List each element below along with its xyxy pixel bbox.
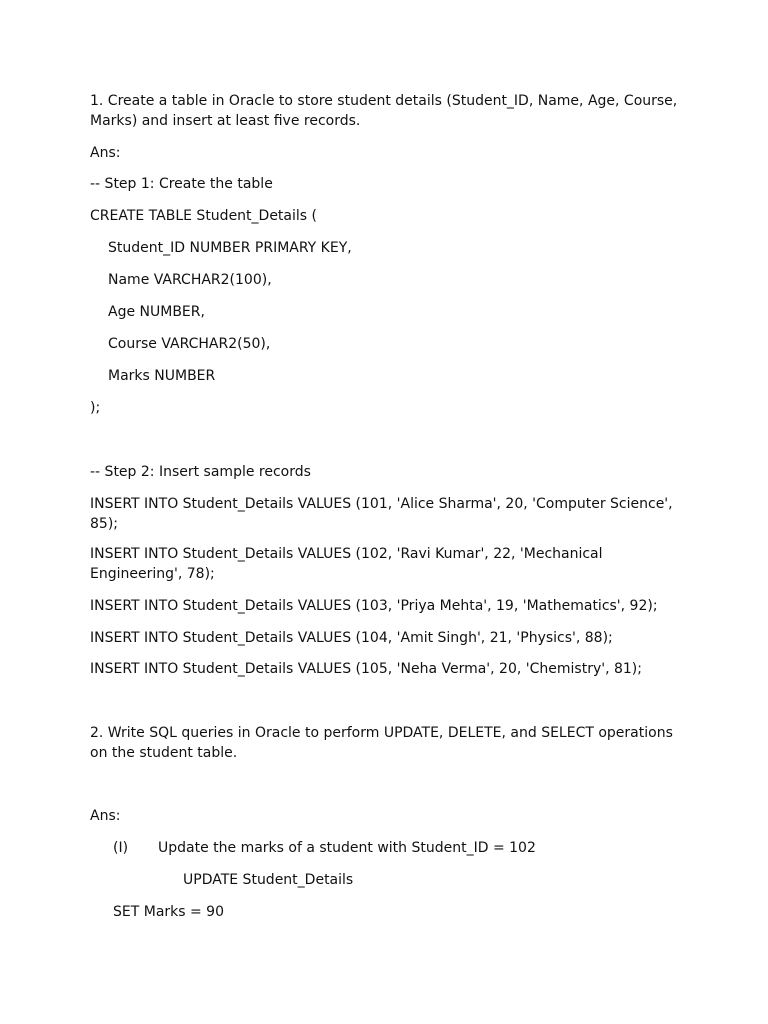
update-statement-line: UPDATE Student_Details bbox=[183, 872, 354, 888]
insert-statement-2: INSERT INTO Student_Details VALUES (102, 'Ravi Kumar', 22, 'Mechanical Engineering', 78); bbox=[90, 546, 603, 582]
insert-statement-5: INSERT INTO Student_Details VALUES (105, 'Neha Verma', 20, 'Chemistry', 81); bbox=[90, 661, 642, 677]
list-item-text: Update the marks of a student with Student_ID = 102 bbox=[158, 840, 536, 856]
set-clause-line: SET Marks = 90 bbox=[113, 904, 224, 920]
answer-label-2: Ans: bbox=[90, 808, 121, 824]
column-age: Age NUMBER, bbox=[108, 304, 205, 320]
answer-label-1: Ans: bbox=[90, 145, 121, 161]
insert-statement-3: INSERT INTO Student_Details VALUES (103, 'Priya Mehta', 19, 'Mathematics', 92); bbox=[90, 598, 658, 614]
insert-statement-4: INSERT INTO Student_Details VALUES (104, 'Amit Singh', 21, 'Physics', 88); bbox=[90, 630, 613, 646]
insert-statement-1: INSERT INTO Student_Details VALUES (101, 'Alice Sharma', 20, 'Computer Science', 85); bbox=[90, 496, 673, 532]
create-table-close: ); bbox=[90, 400, 101, 416]
list-item-number: (I) bbox=[113, 840, 129, 856]
create-table-line: CREATE TABLE Student_Details ( bbox=[90, 208, 317, 224]
step-2-comment: -- Step 2: Insert sample records bbox=[90, 464, 311, 480]
column-course: Course VARCHAR2(50), bbox=[108, 336, 271, 352]
question-1: 1. Create a table in Oracle to store student details (Student_ID, Name, Age, Course, Marks) and insert at least five records. bbox=[90, 93, 678, 129]
column-student-id: Student_ID NUMBER PRIMARY KEY, bbox=[108, 240, 352, 256]
question-2: 2. Write SQL queries in Oracle to perform UPDATE, DELETE, and SELECT operations on the student table. bbox=[90, 725, 673, 761]
step-1-comment: -- Step 1: Create the table bbox=[90, 176, 273, 192]
column-marks: Marks NUMBER bbox=[108, 368, 216, 384]
column-name: Name VARCHAR2(100), bbox=[108, 272, 272, 288]
